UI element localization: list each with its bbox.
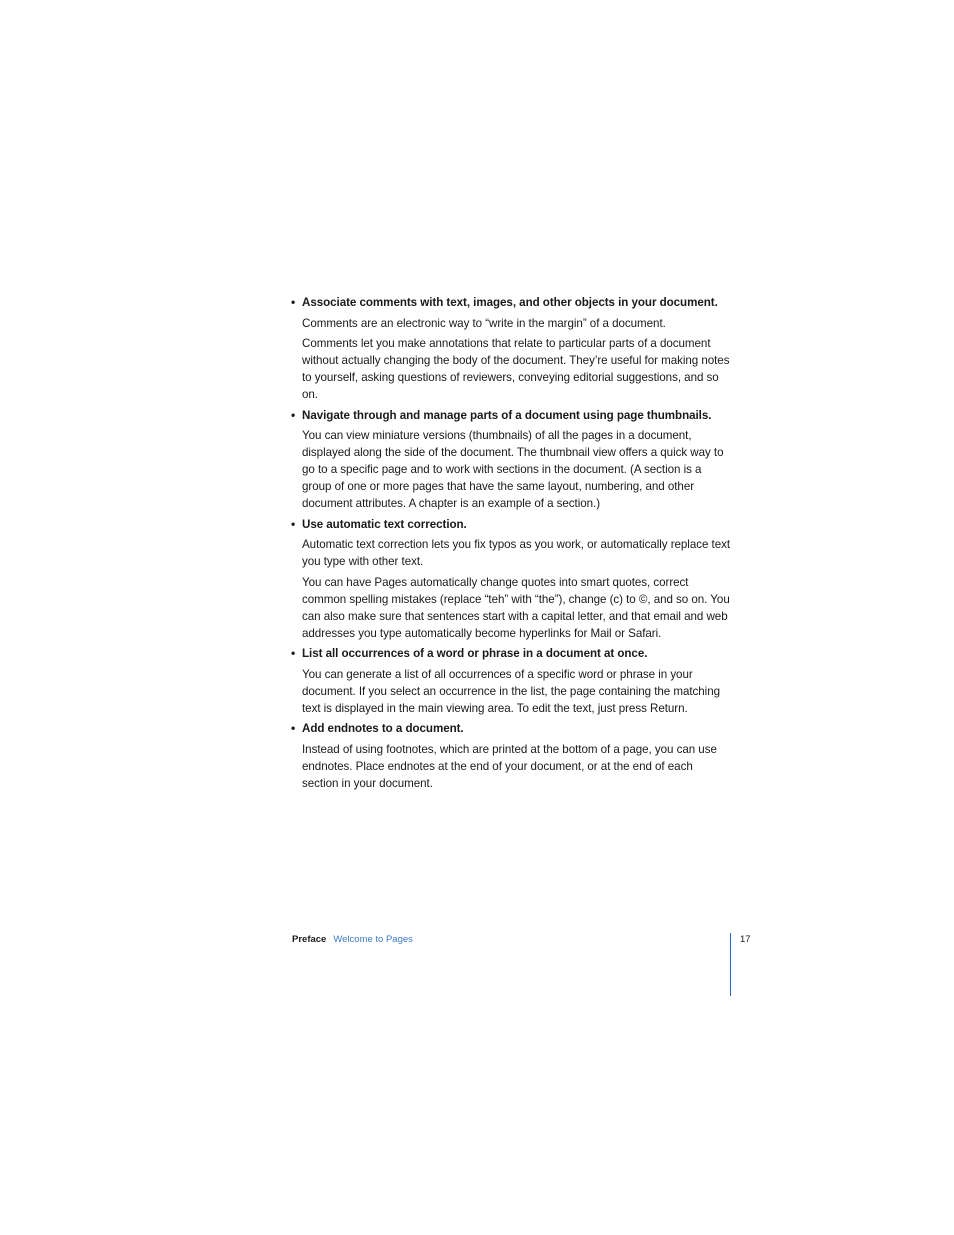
feature-paragraph: Comments let you make annotations that relate to particular parts of a document without actually changing the body of the document. They’re useful for making notes to yourself, asking questions of reviewers, conveying editorial suggestions, and so on. [302,337,730,401]
feature-paragraph: Automatic text correction lets you fix typos as you work, or automatically replace text you type with other text. [302,538,731,568]
footer-divider [730,933,731,996]
feature-heading: Navigate through and manage parts of a document using page thumbnails. [302,408,712,422]
page-number: 17 [740,934,751,945]
feature-heading: Associate comments with text, images, and other objects in your document. [302,296,718,309]
bullet: • [291,646,296,660]
bullet: • [291,516,296,531]
bullet: • [291,407,296,422]
feature-paragraph: Instead of using footnotes, which are printed at the bottom of a page, you can use endnotes. Place endnotes at the end of your document, or at the end of each section in your document. [302,742,717,790]
feature-heading: Use automatic text correction. [302,517,467,531]
page-body [291,294,731,795]
footer-chapter-label: Preface [292,934,327,945]
feature-item [291,645,731,717]
bullet: • [291,295,296,309]
feature-item [291,516,731,642]
feature-paragraph: Comments are an electronic way to “write in the margin” of a document. [302,316,666,330]
feature-paragraph: You can generate a list of all occurrences of a specific word or phrase in your document. If you select an occurrence in the list, the page containing the matching text is displayed in the main viewing area. To edit the text, just press Return. [302,667,720,715]
feature-heading: List all occurrences of a word or phrase in a document at once. [302,647,648,660]
page-footer [292,932,413,948]
feature-item [291,407,731,513]
feature-paragraph: You can view miniature versions (thumbnails) of all the pages in a document, displayed along the side of the document. The thumbnail view offers a quick way to go to a specific page and to work with sections in the document. (A section is a group of one or more pages that have the same layout, numbering, and other document attributes. A chapter is an example of a section.) [302,429,724,510]
feature-item [291,294,731,403]
footer-chapter-title: Welcome to Pages [333,934,413,945]
feature-item [291,720,731,792]
feature-heading: Add endnotes to a document. [302,722,464,735]
bullet: • [291,721,296,735]
feature-paragraph: You can have Pages automatically change quotes into smart quotes, correct common spelling mistakes (replace “teh” with “the”), change (c) to ©, and so on. You can also make sure that sentences start with a capital letter, and that email and web addresses you type automatically become hyperlinks for Mail or Safari. [302,575,730,640]
